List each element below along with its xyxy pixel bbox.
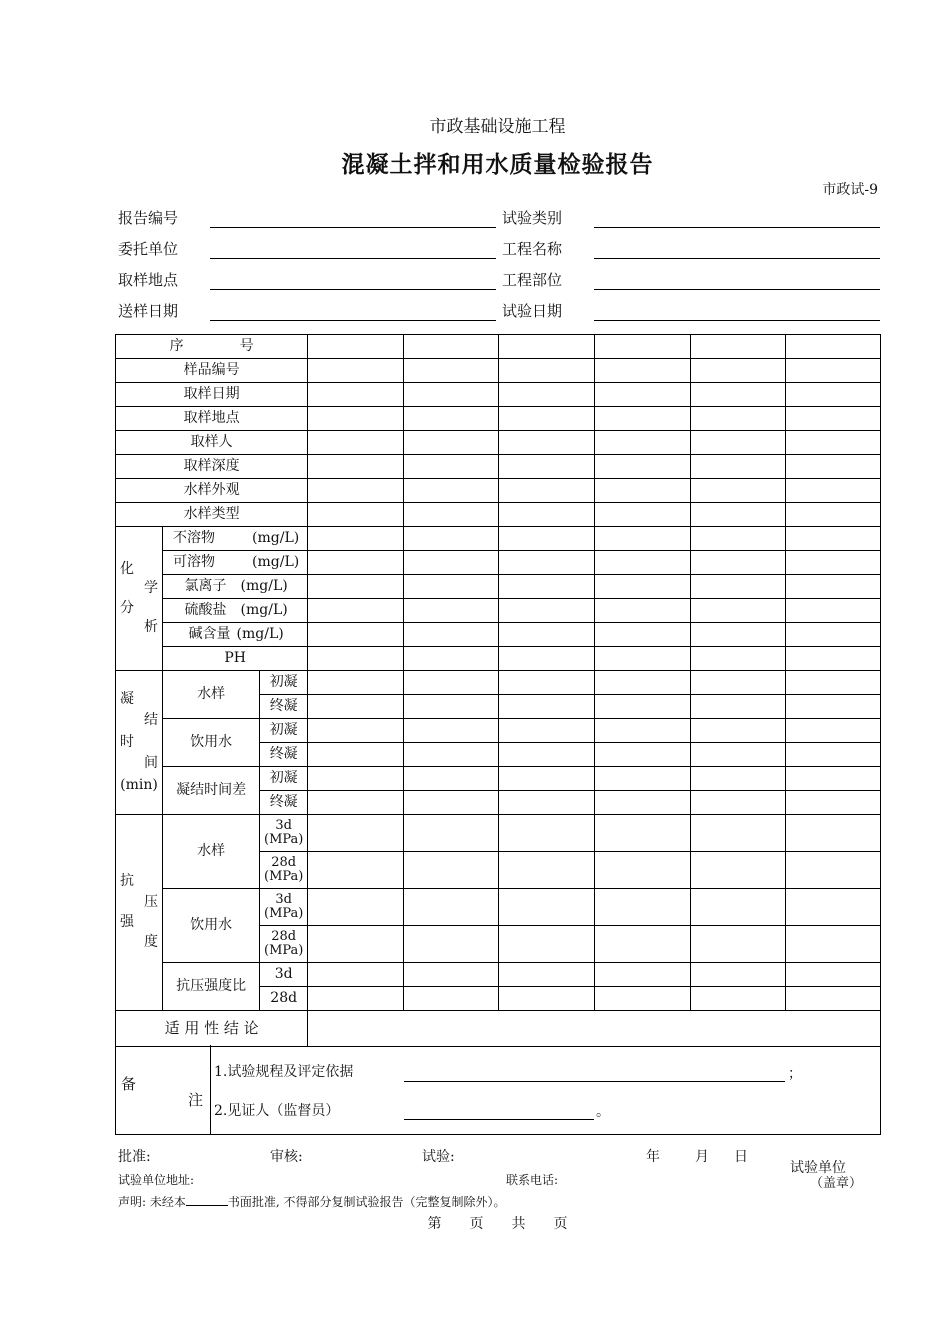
value-cell[interactable] bbox=[785, 963, 880, 987]
field-label-client: 委托单位 bbox=[118, 240, 179, 258]
subgroup-water-sample: 水样 bbox=[163, 815, 260, 889]
value-cell[interactable] bbox=[785, 431, 880, 455]
value-cell[interactable] bbox=[785, 455, 880, 479]
group-char: 析 bbox=[144, 618, 159, 635]
value-cell[interactable] bbox=[594, 383, 690, 407]
table-row bbox=[116, 431, 881, 455]
table-row bbox=[116, 623, 881, 647]
value-cell[interactable] bbox=[785, 575, 880, 599]
value-cell[interactable] bbox=[404, 647, 499, 671]
table-row bbox=[116, 359, 881, 383]
footer-day: 日 bbox=[734, 1149, 748, 1165]
footer-test: 试验: bbox=[422, 1149, 455, 1165]
value-cell[interactable] bbox=[499, 719, 594, 743]
field-line-project-part[interactable] bbox=[594, 289, 880, 290]
remarks-box bbox=[115, 1045, 881, 1135]
label-age-3d bbox=[260, 815, 308, 852]
subgroup-water-sample: 水样 bbox=[163, 671, 260, 719]
value-cell[interactable] bbox=[785, 926, 880, 963]
value-cell[interactable] bbox=[499, 852, 594, 889]
value-cell[interactable] bbox=[594, 623, 690, 647]
label-initial-set: 初凝 bbox=[260, 719, 308, 743]
row-label-sample-date: 取样日期 bbox=[116, 383, 308, 407]
value-cell[interactable] bbox=[404, 407, 499, 431]
value-cell[interactable] bbox=[499, 987, 594, 1011]
value-cell[interactable] bbox=[308, 575, 404, 599]
remarks-item-1: 1.试验规程及评定依据 bbox=[214, 1064, 354, 1080]
value-cell[interactable] bbox=[404, 599, 499, 623]
value-cell[interactable] bbox=[594, 335, 690, 359]
group-unit: (min) bbox=[120, 776, 158, 793]
value-cell[interactable] bbox=[308, 767, 404, 791]
value-cell[interactable] bbox=[785, 852, 880, 889]
field-line-report-no[interactable] bbox=[210, 227, 496, 228]
value-cell[interactable] bbox=[499, 527, 594, 551]
value-cell[interactable] bbox=[404, 963, 499, 987]
value-cell[interactable] bbox=[690, 719, 785, 743]
footer-approve: 批准: bbox=[118, 1149, 151, 1165]
group-chemical-analysis bbox=[116, 527, 163, 671]
value-cell[interactable] bbox=[785, 671, 880, 695]
value-cell[interactable] bbox=[594, 963, 690, 987]
value-cell[interactable] bbox=[404, 575, 499, 599]
statement-blank[interactable] bbox=[186, 1195, 228, 1206]
value-cell[interactable] bbox=[404, 503, 499, 527]
value-cell[interactable] bbox=[594, 987, 690, 1011]
value-cell[interactable] bbox=[499, 551, 594, 575]
statement-part-a: 声明: 未经本 bbox=[118, 1195, 186, 1209]
chem-unit: (mg/L) bbox=[252, 553, 300, 570]
footer-month: 月 bbox=[695, 1149, 709, 1165]
value-cell[interactable] bbox=[594, 815, 690, 852]
footer-statement bbox=[118, 1193, 506, 1210]
value-cell[interactable] bbox=[594, 407, 690, 431]
table-row bbox=[116, 383, 881, 407]
value-cell[interactable] bbox=[308, 623, 404, 647]
group-char: 结 bbox=[144, 712, 159, 729]
value-cell[interactable] bbox=[690, 695, 785, 719]
label-age-3d: 3d bbox=[260, 963, 308, 987]
field-label-test-date: 试验日期 bbox=[502, 302, 563, 320]
value-cell[interactable] bbox=[594, 767, 690, 791]
value-cell[interactable] bbox=[785, 987, 880, 1011]
value-cell[interactable] bbox=[499, 455, 594, 479]
group-char: 时 bbox=[120, 733, 134, 750]
age-text: 28d bbox=[271, 854, 297, 870]
value-cell[interactable] bbox=[785, 791, 880, 815]
chem-unit: (mg/L) bbox=[240, 577, 288, 594]
value-cell[interactable] bbox=[690, 767, 785, 791]
value-cell[interactable] bbox=[308, 431, 404, 455]
table-row bbox=[116, 963, 881, 987]
value-cell[interactable] bbox=[594, 889, 690, 926]
value-cell[interactable] bbox=[690, 815, 785, 852]
remarks-label-b: 注 bbox=[188, 1091, 204, 1109]
value-cell[interactable] bbox=[499, 791, 594, 815]
value-cell[interactable] bbox=[499, 889, 594, 926]
table-row bbox=[116, 503, 881, 527]
value-cell[interactable] bbox=[499, 431, 594, 455]
value-cell[interactable] bbox=[404, 359, 499, 383]
value-cell[interactable] bbox=[308, 852, 404, 889]
label-age-28d bbox=[260, 926, 308, 963]
value-cell[interactable] bbox=[308, 647, 404, 671]
value-cell[interactable] bbox=[594, 575, 690, 599]
value-cell[interactable] bbox=[785, 623, 880, 647]
value-cell[interactable] bbox=[404, 455, 499, 479]
value-cell[interactable] bbox=[499, 599, 594, 623]
value-cell[interactable] bbox=[308, 383, 404, 407]
subgroup-strength-ratio: 抗压强度比 bbox=[163, 963, 260, 1011]
chem-name: 碱含量 bbox=[188, 625, 231, 642]
unit-text: (MPa) bbox=[264, 943, 304, 958]
value-cell[interactable] bbox=[404, 431, 499, 455]
field-line-sample-location[interactable] bbox=[210, 289, 496, 290]
value-cell[interactable] bbox=[308, 987, 404, 1011]
value-cell[interactable] bbox=[690, 551, 785, 575]
row-label-appearance: 水样外观 bbox=[116, 479, 308, 503]
value-cell[interactable] bbox=[690, 963, 785, 987]
value-cell[interactable] bbox=[594, 503, 690, 527]
remarks-line-2[interactable] bbox=[404, 1119, 594, 1120]
value-cell[interactable] bbox=[404, 767, 499, 791]
field-line-client[interactable] bbox=[210, 258, 496, 259]
unit-text: (MPa) bbox=[264, 832, 304, 847]
row-label-conclusion: 适 用 性 结 论 bbox=[116, 1011, 308, 1047]
group-char: 抗 bbox=[120, 873, 134, 890]
label-age-28d bbox=[260, 852, 308, 889]
table-row bbox=[116, 455, 881, 479]
field-label-delivery-date: 送样日期 bbox=[118, 302, 179, 320]
table-row bbox=[116, 335, 881, 359]
value-cell[interactable] bbox=[308, 743, 404, 767]
value-cell[interactable] bbox=[594, 359, 690, 383]
label-final-set: 终凝 bbox=[260, 791, 308, 815]
table-row bbox=[116, 767, 881, 791]
value-cell[interactable] bbox=[499, 479, 594, 503]
field-label-test-type: 试验类别 bbox=[502, 209, 563, 227]
value-cell[interactable] bbox=[594, 719, 690, 743]
value-cell[interactable] bbox=[308, 815, 404, 852]
age-text: 28d bbox=[271, 928, 297, 944]
table-row bbox=[116, 647, 881, 671]
seq-label-a: 序 bbox=[169, 337, 184, 354]
value-cell[interactable] bbox=[499, 743, 594, 767]
value-cell[interactable] bbox=[594, 791, 690, 815]
value-cell[interactable] bbox=[785, 695, 880, 719]
value-cell[interactable] bbox=[690, 623, 785, 647]
table-row bbox=[116, 479, 881, 503]
table-row bbox=[116, 1011, 881, 1047]
table-row bbox=[116, 575, 881, 599]
remarks-item-2: 2.见证人（监督员） bbox=[214, 1103, 340, 1119]
value-cell[interactable] bbox=[690, 743, 785, 767]
field-label-project-name: 工程名称 bbox=[502, 240, 563, 258]
value-cell[interactable] bbox=[594, 852, 690, 889]
value-cell[interactable] bbox=[308, 671, 404, 695]
value-cell[interactable] bbox=[404, 987, 499, 1011]
footer-page: 第 页 共 页 bbox=[427, 1216, 568, 1232]
value-cell[interactable] bbox=[499, 815, 594, 852]
conclusion-value[interactable] bbox=[308, 1011, 881, 1047]
value-cell[interactable] bbox=[404, 889, 499, 926]
value-cell[interactable] bbox=[690, 599, 785, 623]
row-label-ph: PH bbox=[163, 647, 308, 671]
remarks-item-1-end: ； bbox=[788, 1066, 802, 1082]
value-cell[interactable] bbox=[308, 719, 404, 743]
remarks-label-a: 备 bbox=[121, 1075, 137, 1093]
value-cell[interactable] bbox=[785, 743, 880, 767]
value-cell[interactable] bbox=[404, 383, 499, 407]
value-cell[interactable] bbox=[499, 671, 594, 695]
document-title: 混凝土拌和用水质量检验报告 bbox=[341, 152, 654, 178]
value-cell[interactable] bbox=[499, 623, 594, 647]
value-cell[interactable] bbox=[308, 889, 404, 926]
value-cell[interactable] bbox=[308, 407, 404, 431]
remarks-divider bbox=[210, 1045, 211, 1134]
subgroup-drinking-water: 饮用水 bbox=[163, 719, 260, 767]
row-label-sampler: 取样人 bbox=[116, 431, 308, 455]
remarks-line-1[interactable] bbox=[404, 1081, 785, 1082]
value-cell[interactable] bbox=[690, 359, 785, 383]
table-row bbox=[116, 671, 881, 695]
test-data-table bbox=[115, 334, 881, 1047]
value-cell[interactable] bbox=[404, 671, 499, 695]
value-cell[interactable] bbox=[594, 431, 690, 455]
value-cell[interactable] bbox=[690, 335, 785, 359]
value-cell[interactable] bbox=[308, 503, 404, 527]
value-cell[interactable] bbox=[690, 671, 785, 695]
value-cell[interactable] bbox=[404, 527, 499, 551]
table-row bbox=[116, 815, 881, 852]
value-cell[interactable] bbox=[404, 335, 499, 359]
value-cell[interactable] bbox=[690, 926, 785, 963]
label-age-28d: 28d bbox=[260, 987, 308, 1011]
value-cell[interactable] bbox=[404, 695, 499, 719]
label-final-set: 终凝 bbox=[260, 743, 308, 767]
value-cell[interactable] bbox=[308, 963, 404, 987]
chem-unit: (mg/L) bbox=[252, 529, 300, 546]
value-cell[interactable] bbox=[404, 852, 499, 889]
value-cell[interactable] bbox=[785, 503, 880, 527]
label-initial-set: 初凝 bbox=[260, 671, 308, 695]
value-cell[interactable] bbox=[308, 359, 404, 383]
document-subtitle: 市政基础设施工程 bbox=[429, 117, 566, 137]
value-cell[interactable] bbox=[594, 743, 690, 767]
chem-name: 可溶物 bbox=[173, 553, 216, 570]
value-cell[interactable] bbox=[785, 719, 880, 743]
row-label-insoluble bbox=[163, 527, 308, 551]
value-cell[interactable] bbox=[690, 852, 785, 889]
value-cell[interactable] bbox=[594, 647, 690, 671]
table-row bbox=[116, 599, 881, 623]
value-cell[interactable] bbox=[785, 647, 880, 671]
value-cell[interactable] bbox=[404, 551, 499, 575]
value-cell[interactable] bbox=[308, 455, 404, 479]
chem-name: 氯离子 bbox=[184, 577, 227, 594]
value-cell[interactable] bbox=[690, 383, 785, 407]
group-char: 凝 bbox=[120, 691, 134, 708]
value-cell[interactable] bbox=[594, 551, 690, 575]
footer-unit: 试验单位 bbox=[790, 1160, 846, 1176]
unit-text: (MPa) bbox=[264, 906, 304, 921]
remarks-item-2-end: 。 bbox=[596, 1104, 610, 1120]
table-row bbox=[116, 407, 881, 431]
group-char: 间 bbox=[144, 755, 159, 772]
row-label-sulfate bbox=[163, 599, 308, 623]
value-cell[interactable] bbox=[690, 479, 785, 503]
value-cell[interactable] bbox=[404, 623, 499, 647]
value-cell[interactable] bbox=[785, 551, 880, 575]
group-setting-time bbox=[116, 671, 163, 815]
row-label-water-type: 水样类型 bbox=[116, 503, 308, 527]
value-cell[interactable] bbox=[308, 926, 404, 963]
chem-unit: (mg/L) bbox=[240, 601, 288, 618]
value-cell[interactable] bbox=[690, 889, 785, 926]
group-char: 学 bbox=[144, 580, 159, 597]
field-label-project-part: 工程部位 bbox=[502, 271, 563, 289]
value-cell[interactable] bbox=[308, 479, 404, 503]
group-compressive-strength bbox=[116, 815, 163, 1011]
value-cell[interactable] bbox=[308, 527, 404, 551]
value-cell[interactable] bbox=[308, 551, 404, 575]
seq-header bbox=[116, 335, 308, 359]
value-cell[interactable] bbox=[499, 695, 594, 719]
value-cell[interactable] bbox=[499, 647, 594, 671]
statement-part-b: 书面批准, 不得部分复制试验报告（完整复制除外）。 bbox=[227, 1195, 506, 1209]
value-cell[interactable] bbox=[594, 527, 690, 551]
row-label-chloride bbox=[163, 575, 308, 599]
age-text: 3d bbox=[275, 891, 292, 907]
chem-name: 不溶物 bbox=[173, 529, 216, 546]
footer-year: 年 bbox=[646, 1149, 660, 1165]
table-row bbox=[116, 889, 881, 926]
value-cell[interactable] bbox=[499, 575, 594, 599]
value-cell[interactable] bbox=[594, 695, 690, 719]
group-char: 压 bbox=[144, 893, 159, 910]
label-initial-set: 初凝 bbox=[260, 767, 308, 791]
value-cell[interactable] bbox=[308, 791, 404, 815]
value-cell[interactable] bbox=[785, 889, 880, 926]
footer-address: 试验单位地址: bbox=[118, 1173, 195, 1187]
value-cell[interactable] bbox=[785, 383, 880, 407]
value-cell[interactable] bbox=[690, 431, 785, 455]
field-label-report-no: 报告编号 bbox=[118, 209, 179, 227]
value-cell[interactable] bbox=[594, 599, 690, 623]
value-cell[interactable] bbox=[785, 407, 880, 431]
row-label-soluble bbox=[163, 551, 308, 575]
value-cell[interactable] bbox=[594, 671, 690, 695]
table-row bbox=[116, 551, 881, 575]
value-cell[interactable] bbox=[404, 791, 499, 815]
footer-phone: 联系电话: bbox=[506, 1173, 559, 1187]
chem-unit: (mg/L) bbox=[236, 625, 284, 642]
value-cell[interactable] bbox=[594, 455, 690, 479]
value-cell[interactable] bbox=[690, 647, 785, 671]
value-cell[interactable] bbox=[690, 987, 785, 1011]
footer-stamp: （盖章） bbox=[810, 1176, 863, 1191]
label-age-3d bbox=[260, 889, 308, 926]
value-cell[interactable] bbox=[690, 527, 785, 551]
value-cell[interactable] bbox=[690, 503, 785, 527]
value-cell[interactable] bbox=[690, 575, 785, 599]
subgroup-set-difference: 凝结时间差 bbox=[163, 767, 260, 815]
value-cell[interactable] bbox=[308, 335, 404, 359]
group-char: 度 bbox=[144, 934, 159, 951]
value-cell[interactable] bbox=[690, 791, 785, 815]
value-cell[interactable] bbox=[594, 926, 690, 963]
group-char: 分 bbox=[120, 599, 134, 616]
field-line-project-name[interactable] bbox=[594, 258, 880, 259]
value-cell[interactable] bbox=[690, 455, 785, 479]
value-cell[interactable] bbox=[499, 407, 594, 431]
form-code: 市政试-9 bbox=[822, 182, 878, 198]
row-label-alkali bbox=[163, 623, 308, 647]
value-cell[interactable] bbox=[404, 815, 499, 852]
value-cell[interactable] bbox=[499, 335, 594, 359]
value-cell[interactable] bbox=[785, 767, 880, 791]
value-cell[interactable] bbox=[785, 335, 880, 359]
value-cell[interactable] bbox=[404, 743, 499, 767]
group-char: 化 bbox=[120, 560, 134, 577]
field-line-test-type[interactable] bbox=[594, 227, 880, 228]
field-line-delivery-date[interactable] bbox=[210, 320, 496, 321]
value-cell[interactable] bbox=[404, 926, 499, 963]
value-cell[interactable] bbox=[499, 503, 594, 527]
value-cell[interactable] bbox=[690, 407, 785, 431]
value-cell[interactable] bbox=[499, 926, 594, 963]
age-text: 3d bbox=[275, 817, 292, 833]
value-cell[interactable] bbox=[499, 383, 594, 407]
table-row bbox=[116, 719, 881, 743]
field-line-test-date[interactable] bbox=[594, 320, 880, 321]
footer-review: 审核: bbox=[270, 1149, 303, 1165]
value-cell[interactable] bbox=[499, 963, 594, 987]
value-cell[interactable] bbox=[785, 479, 880, 503]
unit-text: (MPa) bbox=[264, 869, 304, 884]
row-label-sample-location: 取样地点 bbox=[116, 407, 308, 431]
row-label-sample-no: 样品编号 bbox=[116, 359, 308, 383]
value-cell[interactable] bbox=[404, 719, 499, 743]
chem-name: 硫酸盐 bbox=[184, 601, 227, 618]
value-cell[interactable] bbox=[499, 767, 594, 791]
row-label-sample-depth: 取样深度 bbox=[116, 455, 308, 479]
group-char: 强 bbox=[120, 914, 134, 930]
value-cell[interactable] bbox=[785, 359, 880, 383]
subgroup-drinking-water: 饮用水 bbox=[163, 889, 260, 963]
value-cell[interactable] bbox=[785, 815, 880, 852]
value-cell[interactable] bbox=[785, 599, 880, 623]
value-cell[interactable] bbox=[404, 479, 499, 503]
value-cell[interactable] bbox=[785, 527, 880, 551]
value-cell[interactable] bbox=[594, 479, 690, 503]
value-cell[interactable] bbox=[499, 359, 594, 383]
value-cell[interactable] bbox=[308, 599, 404, 623]
value-cell[interactable] bbox=[308, 695, 404, 719]
seq-label-b: 号 bbox=[239, 337, 254, 354]
field-label-sample-location: 取样地点 bbox=[118, 271, 179, 289]
label-final-set: 终凝 bbox=[260, 695, 308, 719]
table-row bbox=[116, 527, 881, 551]
